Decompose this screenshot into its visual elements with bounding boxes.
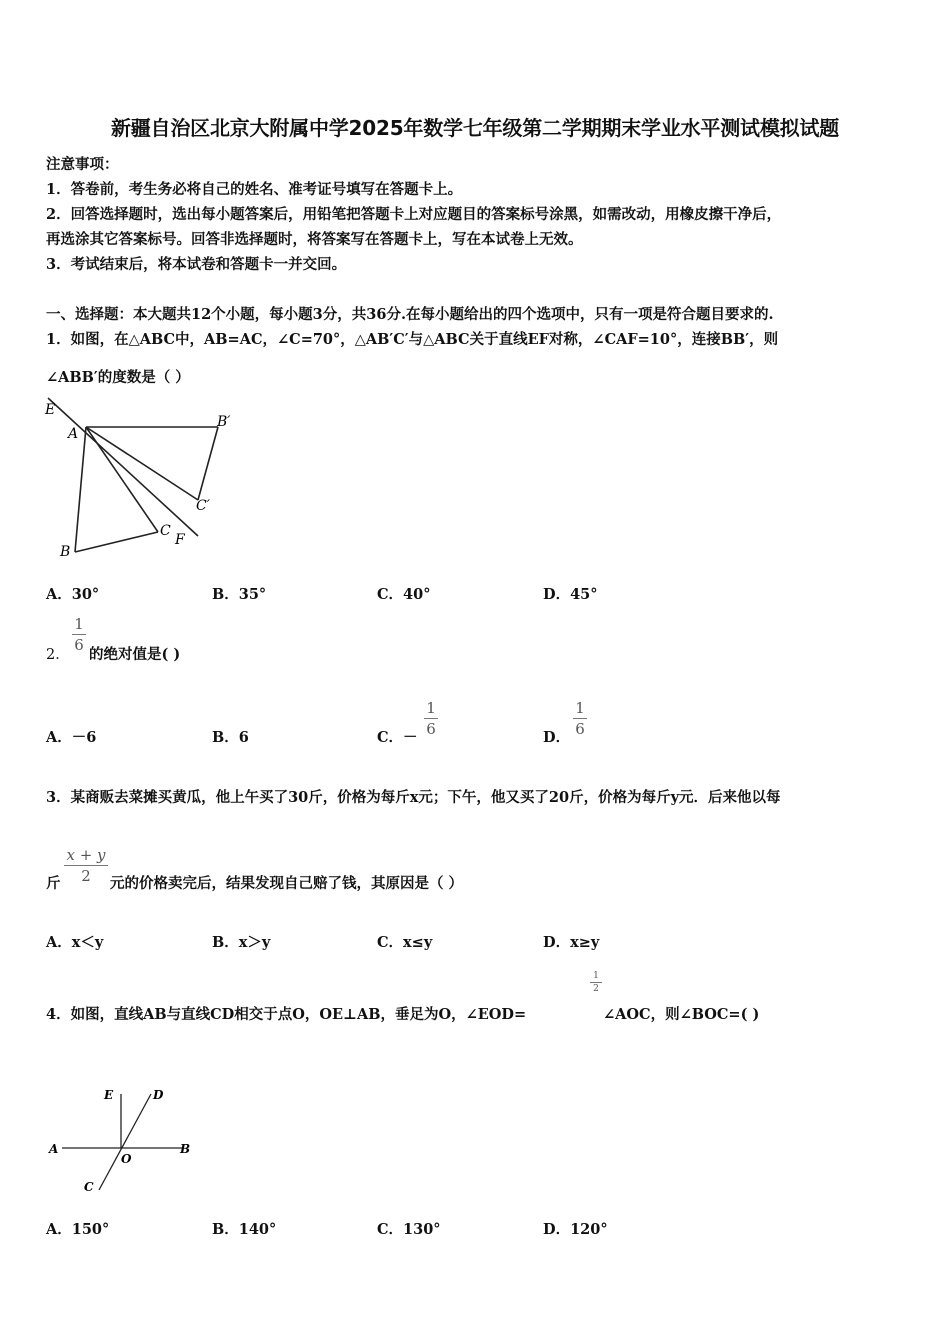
q2-text: 的绝对值是( ) bbox=[89, 646, 181, 663]
label-e: E bbox=[104, 1088, 114, 1102]
q2-frac-den: 6 bbox=[74, 636, 84, 654]
q2-number: 2． bbox=[46, 647, 70, 663]
segment-ab bbox=[75, 427, 86, 552]
q4-option-d[interactable]: D．120° bbox=[543, 1221, 608, 1238]
q2-option-b[interactable]: B．6 bbox=[212, 729, 249, 746]
q3-text-prefix: 斤 bbox=[46, 875, 61, 892]
q1-option-a[interactable]: A．30° bbox=[46, 586, 100, 603]
q4-option-c[interactable]: C．130° bbox=[377, 1221, 441, 1238]
label-e: E bbox=[45, 402, 56, 418]
q3-text-suffix: 元的价格卖完后，结果发现自己赔了钱，其原因是（ ） bbox=[110, 875, 464, 892]
label-f: F bbox=[175, 532, 185, 548]
q3-option-a[interactable]: A．x＜y bbox=[46, 934, 104, 951]
q4-option-a[interactable]: A．150° bbox=[46, 1221, 110, 1238]
q1-text-line1: 1．如图，在△ABC中，AB=AC，∠C=70°，△AB′C′与△ABC关于直线EF对称，∠CAF=10°，连接BB′，则 bbox=[46, 331, 779, 348]
q2-option-d[interactable]: D． bbox=[543, 729, 571, 746]
line-cd bbox=[99, 1094, 151, 1190]
line-ef bbox=[48, 398, 198, 536]
q2-option-a[interactable]: A．－6 bbox=[46, 729, 97, 746]
q4-option-b[interactable]: B．140° bbox=[212, 1221, 277, 1238]
label-c: C bbox=[160, 523, 171, 539]
section-heading: 一、选择题：本大题共12个小题，每小题3分，共36分.在每小题给出的四个选项中，只有一项是符合题目要求的. bbox=[46, 306, 774, 323]
q3-fraction bbox=[64, 845, 108, 886]
page-title: 新疆自治区北京大附属中学2025年数学七年级第二学期期末学业水平测试模拟试题 bbox=[110, 116, 840, 140]
label-o: O bbox=[121, 1152, 132, 1166]
label-c-prime: C′ bbox=[196, 498, 210, 514]
q4-figure bbox=[44, 1082, 204, 1201]
segment-ac-prime bbox=[86, 427, 198, 500]
q2-fraction bbox=[72, 614, 86, 655]
label-a: A bbox=[68, 426, 79, 442]
q4-fraction bbox=[590, 970, 602, 995]
q1-option-b[interactable]: B．35° bbox=[212, 586, 267, 603]
notice-item: 2．回答选择题时，选出每小题答案后，用铅笔把答题卡上对应题目的答案标号涂黑，如需改动，用橡皮擦干净后， bbox=[46, 206, 782, 223]
q1-figure bbox=[40, 392, 260, 571]
label-b-prime: B′ bbox=[217, 414, 231, 430]
label-a: A bbox=[49, 1142, 59, 1156]
q3-option-c[interactable]: C．x≤y bbox=[377, 934, 433, 951]
q2-frac-num: 1 bbox=[74, 615, 84, 633]
label-b: B bbox=[180, 1142, 191, 1156]
q3-text-line1: 3．某商贩去菜摊买黄瓜，他上午买了30斤，价格为每斤x元；下午，他又买了20斤，价格为每斤y元．后来他以每 bbox=[46, 789, 781, 806]
notice-item: 再选涂其它答案标号。回答非选择题时，将答案写在答题卡上，写在本试卷上无效。 bbox=[46, 231, 583, 248]
label-d: D bbox=[153, 1088, 164, 1102]
q4-frac-num: 1 bbox=[593, 971, 599, 981]
q3-frac-num: x + y bbox=[66, 846, 106, 864]
q1-option-c[interactable]: C．40° bbox=[377, 586, 431, 603]
q4-text-suffix: ∠AOC，则∠BOC=( ) bbox=[603, 1006, 760, 1023]
q2-option-d-fraction: 1 6 bbox=[573, 698, 587, 739]
q2-option-c-fraction: 1 6 bbox=[424, 698, 438, 739]
q4-frac-den: 2 bbox=[593, 984, 599, 994]
segment-ac bbox=[86, 427, 158, 532]
label-b: B bbox=[60, 544, 71, 560]
segment-b-prime-c-prime bbox=[198, 427, 218, 500]
q2-option-c[interactable]: C．－ bbox=[377, 729, 418, 746]
notice-item: 1．答卷前，考生务必将自己的姓名、准考证号填写在答题卡上。 bbox=[46, 181, 463, 198]
q3-option-b[interactable]: B．x＞y bbox=[212, 934, 271, 951]
label-c: C bbox=[84, 1180, 94, 1194]
segment-bc bbox=[75, 532, 158, 552]
q3-option-d[interactable]: D．x≥y bbox=[543, 934, 600, 951]
q4-text-prefix: 4．如图，直线AB与直线CD相交于点O，OE⊥AB，垂足为O，∠EOD= bbox=[46, 1006, 527, 1023]
notice-item: 3．考试结束后，将本试卷和答题卡一并交回。 bbox=[46, 256, 347, 273]
q1-text-line2: ∠ABB′的度数是（ ） bbox=[46, 369, 190, 386]
notice-heading: 注意事项： bbox=[46, 156, 119, 173]
q1-option-d[interactable]: D．45° bbox=[543, 586, 598, 603]
q3-frac-den: 2 bbox=[81, 867, 91, 885]
